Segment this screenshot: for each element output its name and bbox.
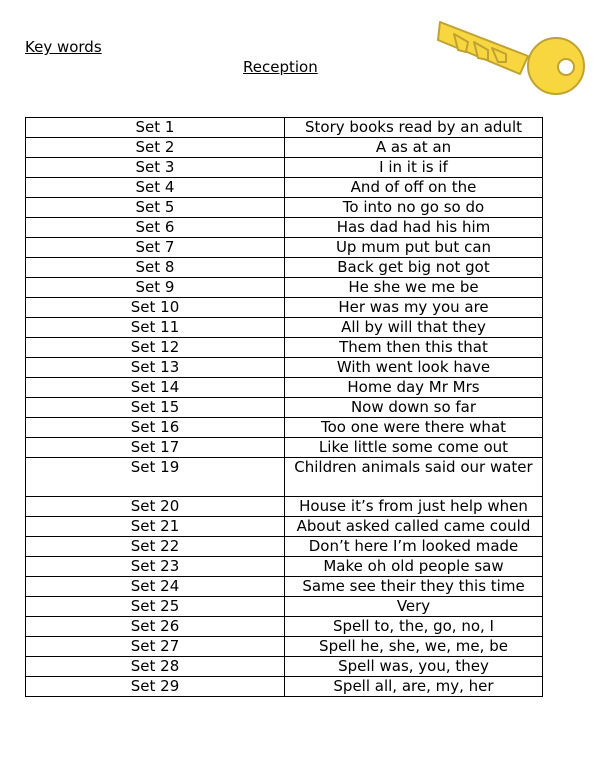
- table-row: [26, 238, 543, 258]
- set-name-cell: Set 16: [26, 418, 285, 438]
- table-row: [26, 557, 543, 577]
- table-row: [26, 138, 543, 158]
- table-row: [26, 318, 543, 338]
- words-cell: Has dad had his him: [285, 218, 543, 238]
- table-row: [26, 617, 543, 637]
- words-cell: Spell he, she, we, me, be: [285, 637, 543, 657]
- set-name-cell: Set 26: [26, 617, 285, 637]
- set-name-cell: Set 12: [26, 338, 285, 358]
- set-name-cell: Set 23: [26, 557, 285, 577]
- key-icon: [432, 12, 592, 96]
- words-cell: Children animals said our water: [285, 458, 543, 497]
- set-name-cell: Set 4: [26, 178, 285, 198]
- set-name-cell: Set 6: [26, 218, 285, 238]
- set-name-cell: Set 8: [26, 258, 285, 278]
- words-cell: About asked called came could: [285, 517, 543, 537]
- words-cell: A as at an: [285, 138, 543, 158]
- set-name-cell: Set 29: [26, 677, 285, 697]
- table-row: [26, 378, 543, 398]
- set-name-cell: Set 5: [26, 198, 285, 218]
- set-name-cell: Set 1: [26, 118, 285, 138]
- table-row: [26, 178, 543, 198]
- set-name-cell: Set 13: [26, 358, 285, 378]
- table-row: [26, 677, 543, 697]
- set-name-cell: Set 25: [26, 597, 285, 617]
- set-name-cell: Set 19: [26, 458, 285, 497]
- words-cell: I in it is if: [285, 158, 543, 178]
- table-row: [26, 218, 543, 238]
- words-cell: All by will that they: [285, 318, 543, 338]
- set-name-cell: Set 14: [26, 378, 285, 398]
- words-cell: Spell was, you, they: [285, 657, 543, 677]
- reception-heading: Reception: [243, 58, 318, 76]
- table-row: [26, 497, 543, 517]
- set-name-cell: Set 27: [26, 637, 285, 657]
- table-row: [26, 278, 543, 298]
- set-name-cell: Set 15: [26, 398, 285, 418]
- words-cell: Like little some come out: [285, 438, 543, 458]
- table-row: [26, 597, 543, 617]
- words-cell: Home day Mr Mrs: [285, 378, 543, 398]
- words-cell: He she we me be: [285, 278, 543, 298]
- set-name-cell: Set 20: [26, 497, 285, 517]
- words-cell: Don’t here I’m looked made: [285, 537, 543, 557]
- words-cell: Story books read by an adult: [285, 118, 543, 138]
- table-row: [26, 258, 543, 278]
- key-words-table: [25, 117, 543, 697]
- key-words-heading: Key words: [25, 38, 102, 56]
- table-row: [26, 158, 543, 178]
- table-row: [26, 517, 543, 537]
- set-name-cell: Set 21: [26, 517, 285, 537]
- words-cell: Too one were there what: [285, 418, 543, 438]
- set-name-cell: Set 3: [26, 158, 285, 178]
- table-row: [26, 458, 543, 497]
- set-name-cell: Set 10: [26, 298, 285, 318]
- set-name-cell: Set 11: [26, 318, 285, 338]
- words-cell: And of off on the: [285, 178, 543, 198]
- words-cell: With went look have: [285, 358, 543, 378]
- table-row: [26, 637, 543, 657]
- table-row: [26, 438, 543, 458]
- table-row: [26, 398, 543, 418]
- words-cell: Same see their they this time: [285, 577, 543, 597]
- table-row: [26, 358, 543, 378]
- words-cell: Back get big not got: [285, 258, 543, 278]
- words-cell: Spell to, the, go, no, I: [285, 617, 543, 637]
- table-row: [26, 657, 543, 677]
- set-name-cell: Set 2: [26, 138, 285, 158]
- table-row: [26, 577, 543, 597]
- table-row: [26, 198, 543, 218]
- words-cell: Up mum put but can: [285, 238, 543, 258]
- words-cell: Now down so far: [285, 398, 543, 418]
- words-cell: To into no go so do: [285, 198, 543, 218]
- table-row: [26, 418, 543, 438]
- words-cell: Her was my you are: [285, 298, 543, 318]
- words-cell: House it’s from just help when: [285, 497, 543, 517]
- words-cell: Very: [285, 597, 543, 617]
- table-row: [26, 118, 543, 138]
- set-name-cell: Set 7: [26, 238, 285, 258]
- table-row: [26, 298, 543, 318]
- set-name-cell: Set 28: [26, 657, 285, 677]
- words-cell: Spell all, are, my, her: [285, 677, 543, 697]
- set-name-cell: Set 24: [26, 577, 285, 597]
- table-row: [26, 537, 543, 557]
- set-name-cell: Set 9: [26, 278, 285, 298]
- words-cell: Make oh old people saw: [285, 557, 543, 577]
- set-name-cell: Set 22: [26, 537, 285, 557]
- words-cell: Them then this that: [285, 338, 543, 358]
- set-name-cell: Set 17: [26, 438, 285, 458]
- table-row: [26, 338, 543, 358]
